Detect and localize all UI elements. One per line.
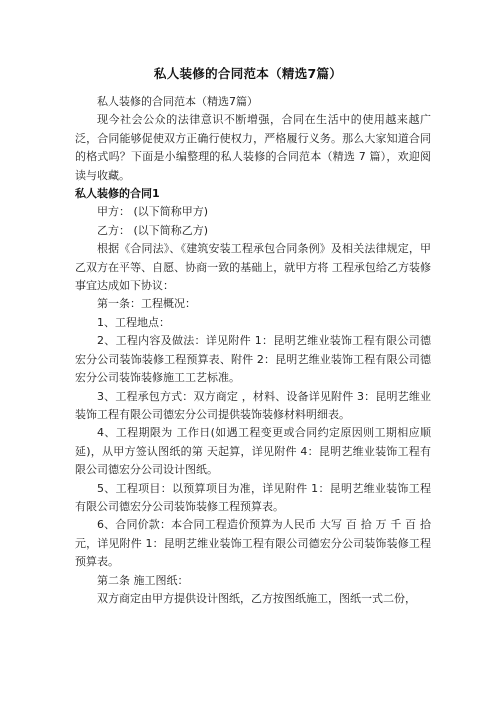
paragraph: 现今社会公众的法律意识不断增强，合同在生活中的使用越来越广泛，合同能够促使双方正确行使权力，严格履行义务。那么大家知道合同的格式吗？下面是小编整理的私人装修的合同范本（精选 7 篇），欢迎阅读与收藏。	[75, 113, 431, 182]
paragraph: 5、工程项目：以预算项目为准，详见附件 1：昆明艺维业装饰工程有限公司德宏分公司装饰装修工程预算表。	[75, 481, 431, 513]
paragraph: 第一条：工程概况：	[97, 297, 196, 311]
paragraph: 根据《合同法》、《建筑安装工程承包合同条例》及相关法律规定，甲乙双方在平等、自愿、协商一致的基础上，就甲方将 工程承包给乙方装修事宜达成如下协议：	[75, 242, 431, 293]
paragraph: 乙方： (以下简称乙方)	[97, 223, 209, 237]
paragraph: 甲方： (以下简称甲方)	[97, 205, 209, 219]
paragraph: 私人装修的合同范本（精选7篇）	[97, 95, 258, 108]
paragraph: 6、合同价款：本合同工程造价预算为人民币 大写 百 拾 万 千 百 拾 元，详见附件 1：昆明艺维业装饰工程有限公司德宏分公司装饰装修工程预算表。	[75, 518, 431, 569]
paragraph: 2、工程内容及做法：详见附件 1：昆明艺维业装饰工程有限公司德宏分公司装饰装修工程预算表、附件 2：昆明艺维业装饰工程有限公司德宏分公司装饰装修施工工艺标准。	[75, 334, 431, 385]
paragraph: 第二条 施工图纸：	[97, 573, 189, 587]
paragraph: 3、工程承包方式：双方商定 ，材料、设备详见附件 3：昆明艺维业装饰工程有限公司德宏分公司提供装饰装修材料明细表。	[75, 389, 431, 421]
paragraph: 4、工程期限为 工作日(如遇工程变更或合同约定原因则工期相应顺延)，从甲方签认图纸的第 天起算，详见附件 4：昆明艺维业装饰工程有限公司德宏分公司设计图纸。	[75, 426, 431, 477]
section-heading: 私人装修的合同1	[75, 187, 160, 201]
paragraph: 双方商定由甲方提供设计图纸，乙方按图纸施工，图纸一式二份，	[97, 591, 416, 605]
document-title: 私人装修的合同范本（精选7篇）	[153, 66, 343, 81]
document-body	[75, 93, 431, 608]
paragraph: 1、工程地点：	[97, 315, 170, 329]
